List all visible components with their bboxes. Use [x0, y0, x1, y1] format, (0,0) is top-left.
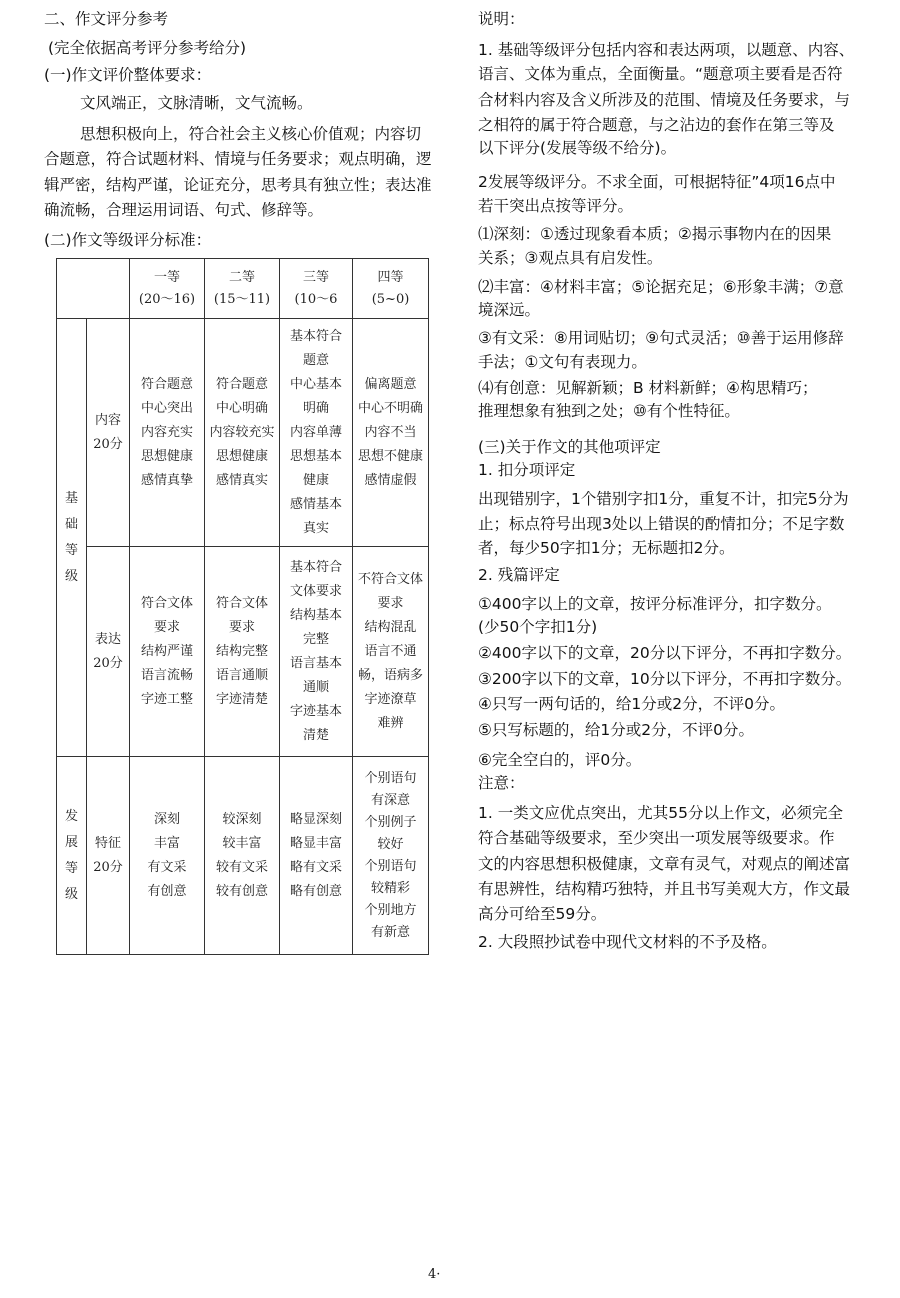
page-number: 4· — [428, 1267, 441, 1282]
table-row-content — [57, 319, 429, 547]
note-line-4: 之相符的属于符合题意，与之沾边的套作在第三等及 — [478, 116, 835, 134]
feature-grade-4: 个别语句 有深意 个别例子 较好 个别语句 较精彩 个别地方 有新意 — [353, 757, 429, 955]
deduction-line-3: 者，每少50字扣1分；无标题扣2分。 — [478, 539, 735, 557]
row-item-expression: 表达 20分 — [87, 547, 130, 757]
attention-line-1: 1. 一类文应优点突出，尤其55分以上作文，必须完全 — [478, 804, 843, 822]
feature-grade-2: 较深刻 较丰富 较有文采 较有创意 — [205, 757, 280, 955]
note-line-13: 手法；①文句有表现力。 — [478, 353, 647, 371]
overall-p2-line-3: 辑严密，结构严谨，论证充分，思考具有独立性；表达准 — [44, 176, 432, 194]
incomplete-line-4: ③200字以下的文章，10分以下评分，不再扣字数分。 — [478, 670, 852, 688]
incomplete-line-2: (少50个字扣1分) — [478, 618, 598, 636]
header-grade-3: 三等 (10～6 — [280, 259, 353, 319]
note-line-5: 以下评分(发展等级不给分)。 — [478, 139, 677, 157]
expression-grade-4: 不符合文体 要求 结构混乱 语言不通 畅，语病多 字迹潦草 难辨 — [353, 547, 429, 757]
note-line-12: ③有文采：⑧用词贴切；⑨句式灵活；⑩善于运用修辞 — [478, 329, 844, 347]
notes-title: 说明： — [478, 10, 525, 28]
incomplete-line-5: ④只写一两句话的，给1分或2分，不评0分。 — [478, 695, 785, 713]
note-line-2: 语言、文体为重点，全面衡量。“题意项主要看是否符 — [478, 65, 843, 83]
attention-title: 注意： — [478, 774, 525, 792]
table-row-expression — [57, 547, 429, 757]
expression-grade-1: 符合文体 要求 结构严谨 语言流畅 字迹工整 — [130, 547, 205, 757]
note-line-1: 1. 基础等级评分包括内容和表达两项，以题意、内容、 — [478, 41, 855, 59]
note-line-3: 合材料内容及含义所涉及的范围、情境及任务要求，与 — [478, 91, 851, 109]
section-title: 二、作文评分参考 — [44, 10, 169, 28]
deduction-line-1: 出现错别字，1个错别字扣1分，重复不计，扣完5分为 — [478, 490, 849, 508]
row-item-feature: 特征 20分 — [87, 757, 130, 955]
incomplete-title: 2. 残篇评定 — [478, 566, 560, 584]
overall-p2-line-2: 合题意，符合试题材料、情境与任务要求；观点明确，逻 — [44, 150, 432, 168]
attention-line-5: 高分可给至59分。 — [478, 905, 607, 923]
scoring-basis: (完全依据高考评分参考给分) — [48, 39, 247, 57]
table-header-row — [57, 259, 429, 319]
deduction-title: 1. 扣分项评定 — [478, 461, 576, 479]
incomplete-line-3: ②400字以下的文章，20分以下评分，不再扣字数分。 — [478, 644, 852, 662]
expression-grade-2: 符合文体 要求 结构完整 语言通顺 字迹清楚 — [205, 547, 280, 757]
attention-line-2: 符合基础等级要求，至少突出一项发展等级要求。作 — [478, 829, 835, 847]
incomplete-line-1: ①400字以上的文章，按评分标准评分，扣字数分。 — [478, 595, 832, 613]
other-items-title: (三)关于作文的其他项评定 — [478, 438, 661, 456]
note-line-8: ⑴深刻：①透过现象看本质；②揭示事物内在的因果 — [478, 225, 832, 243]
grading-table — [56, 258, 429, 955]
overall-line-1: 文风端正，文脉清晰，文气流畅。 — [80, 94, 313, 112]
feature-grade-1: 深刻 丰富 有文采 有创意 — [130, 757, 205, 955]
attention-line-3: 文的内容思想积极健康，文章有灵气，对观点的阐述富 — [478, 855, 851, 873]
grading-standard-title: (二)作文等级评分标准： — [44, 231, 212, 249]
overall-requirements-title: (一)作文评价整体要求： — [44, 66, 212, 84]
note-line-6: 2发展等级评分。不求全面，可根据特征”4项16点中 — [478, 173, 836, 191]
content-grade-2: 符合题意 中心明确 内容较充实 思想健康 感情真实 — [205, 319, 280, 547]
overall-p2-line-1: 思想积极向上，符合社会主义核心价值观；内容切 — [80, 125, 422, 143]
overall-p2-line-4: 确流畅，合理运用词语、句式、修辞等。 — [44, 201, 324, 219]
content-grade-1: 符合题意 中心突出 内容充实 思想健康 感情真挚 — [130, 319, 205, 547]
attention-line-4: 有思辨性，结构精巧独特，并且书写美观大方，作文最 — [478, 880, 851, 898]
content-grade-3: 基本符合 题意 中心基本 明确 内容单薄 思想基本 健康 感情基本 真实 — [280, 319, 353, 547]
table-corner-cell — [57, 259, 130, 319]
table-row-feature — [57, 757, 429, 955]
note-line-9: 关系；③观点具有启发性。 — [478, 249, 663, 267]
note-line-10: ⑵丰富：④材料丰富；⑤论据充足；⑥形象丰满；⑦意 — [478, 278, 844, 296]
header-grade-1: 一等 (20～16) — [130, 259, 205, 319]
development-level-label: 发 展 等 级 — [57, 757, 87, 955]
basic-level-label: 基 础 等 级 — [57, 319, 87, 757]
header-grade-4: 四等 (5~0) — [353, 259, 429, 319]
note-line-14: ⑷有创意：见解新颖；B 材料新鲜；④构思精巧； — [478, 379, 818, 397]
row-item-content: 内容 20分 — [87, 319, 130, 547]
incomplete-line-7: ⑥完全空白的，评0分。 — [478, 751, 642, 769]
expression-grade-3: 基本符合 文体要求 结构基本 完整 语言基本 通顺 字迹基本 清楚 — [280, 547, 353, 757]
incomplete-line-6: ⑤只写标题的，给1分或2分，不评0分。 — [478, 721, 754, 739]
note-line-15: 推理想象有独到之处；⑩有个性特征。 — [478, 402, 740, 420]
feature-grade-3: 略显深刻 略显丰富 略有文采 略有创意 — [280, 757, 353, 955]
note-line-7: 若干突出点按等评分。 — [478, 197, 634, 215]
deduction-line-2: 止；标点符号出现3处以上错误的酌情扣分；不足字数 — [478, 515, 845, 533]
note-line-11: 境深远。 — [478, 301, 541, 319]
content-grade-4: 偏离题意 中心不明确 内容不当 思想不健康 感情虚假 — [353, 319, 429, 547]
header-grade-2: 二等 (15～11) — [205, 259, 280, 319]
attention-line-6: 2. 大段照抄试卷中现代文材料的不予及格。 — [478, 933, 777, 951]
